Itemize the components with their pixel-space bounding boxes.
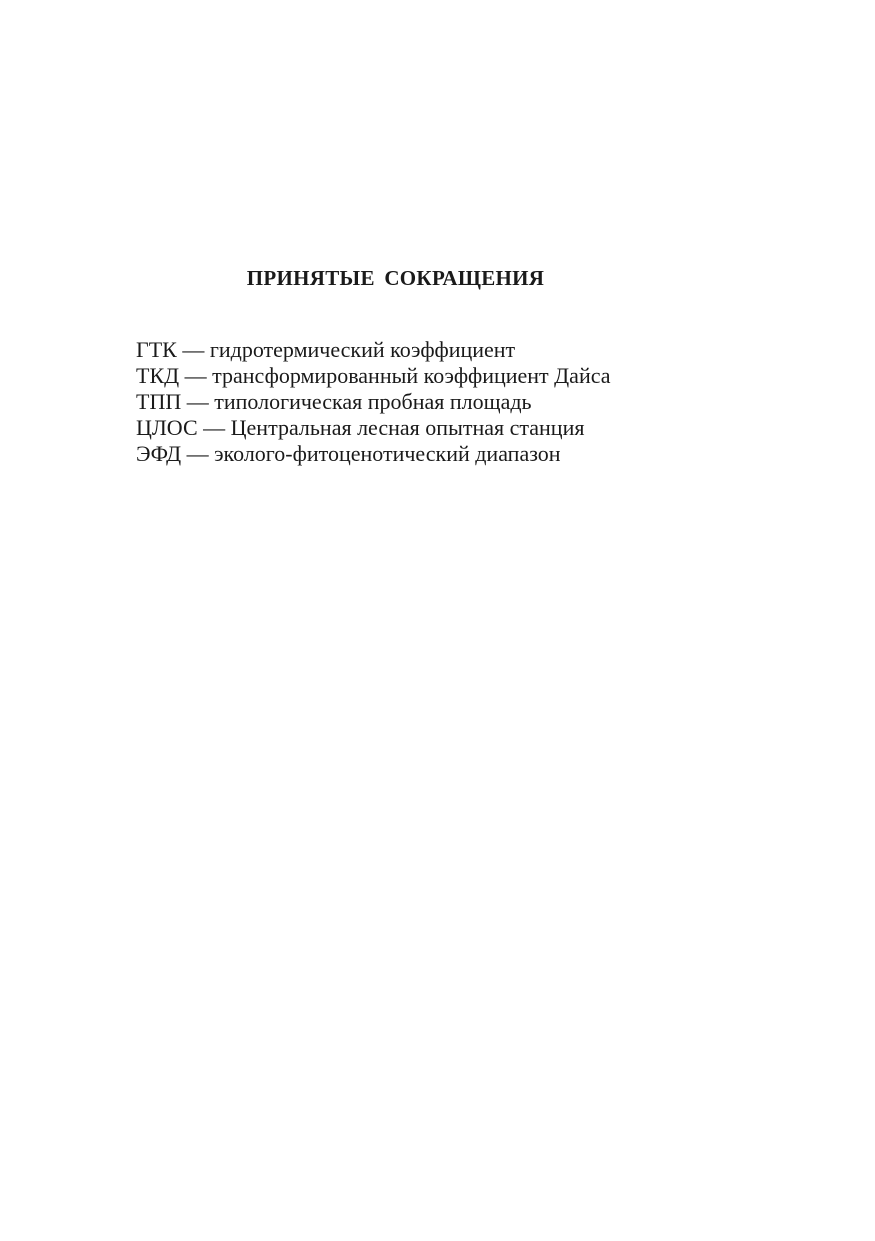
abbreviation-term: ЭФД	[136, 441, 182, 466]
abbreviation-definition: Центральная лесная опытная станция	[230, 415, 585, 440]
abbreviation-dash: —	[203, 415, 226, 440]
abbreviation-term: ЦЛОС	[136, 415, 198, 440]
abbreviation-dash: —	[184, 363, 207, 388]
abbreviation-dash: —	[186, 389, 209, 414]
abbreviation-definition: трансформированный коэффициент Дайса	[212, 363, 611, 388]
abbreviation-item	[136, 415, 611, 441]
abbreviation-term: ТКД	[136, 363, 180, 388]
abbreviation-item	[136, 337, 611, 363]
abbreviation-definition: типологическая пробная площадь	[214, 389, 532, 414]
abbreviation-dash: —	[186, 441, 209, 466]
abbreviation-term: ТПП	[136, 389, 182, 414]
abbreviation-item	[136, 389, 611, 415]
abbreviation-term: ГТК	[136, 337, 177, 362]
section-title: ПРИНЯТЫЕ СОКРАЩЕНИЯ	[246, 266, 545, 290]
abbreviation-dash: —	[182, 337, 205, 362]
abbreviation-definition: гидротермический коэффициент	[209, 337, 516, 362]
abbreviation-list	[136, 337, 611, 467]
abbreviation-item	[136, 441, 611, 467]
abbreviation-definition: эколого-фитоценотический диапазон	[214, 441, 561, 466]
abbreviation-item	[136, 363, 611, 389]
